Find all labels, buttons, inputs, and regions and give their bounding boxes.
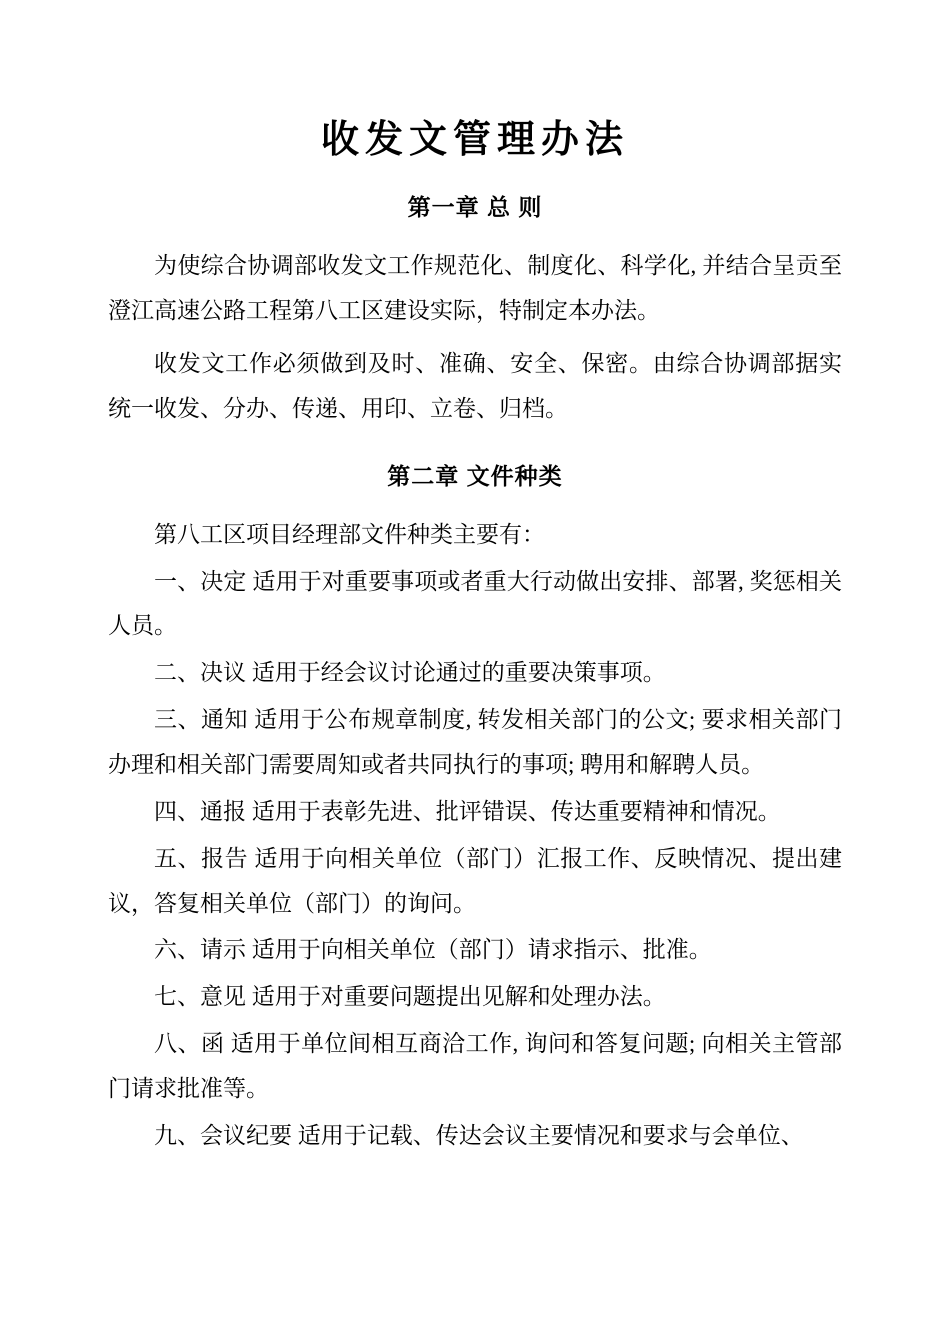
paragraph-item-7: 七、意见 适用于对重要问题提出见解和处理办法。 [154,984,666,1010]
page-title: 收发文管理办法 [320,116,629,161]
paragraph-ch2-intro: 第八工区项目经理部文件种类主要有： [154,521,545,547]
paragraph-item-2: 二、决议 适用于经会议讨论通过的重要决策事项。 [154,660,666,686]
chapter-heading-1: 第一章 总 则 [407,194,543,221]
paragraph-ch1-1: 为使综合协调部收发文工作规范化、制度化、科学化, 并结合呈贡至澄江高速公路工程第八工区建设实际，特制定本办法。 [108,253,842,324]
paragraph-item-3: 三、通知 适用于公布规章制度, 转发相关部门的公文; 要求相关部门办理和相关部门需要周知或者共同执行的事项; 聘用和解聘人员。 [108,707,842,777]
chapter-heading-2: 第二章 文件种类 [387,462,563,489]
paragraph-item-8: 八、函 适用于单位间相互商洽工作, 询问和答复问题; 向相关主管部门请求批准等。 [108,1031,842,1101]
paragraph-item-6: 六、请示 适用于向相关单位（部门）请求指示、批准。 [154,937,712,963]
paragraph-ch1-2: 收发文工作必须做到及时、准确、安全、保密。由综合协调部据实统一收发、分办、传递、用印、立卷、归档。 [108,351,842,421]
paragraph-item-5: 五、报告 适用于向相关单位（部门）汇报工作、反映情况、提出建议，答复相关单位（部门）的询问。 [108,845,842,916]
paragraph-item-4: 四、通报 适用于表彰先进、批评错误、传达重要精神和情况。 [154,798,781,824]
paragraph-item-1: 一、决定 适用于对重要事项或者重大行动做出安排、部署, 奖惩相关人员。 [108,568,842,639]
paragraph-item-9: 九、会议纪要 适用于记载、传达会议主要情况和要求与会单位、 [154,1122,804,1148]
